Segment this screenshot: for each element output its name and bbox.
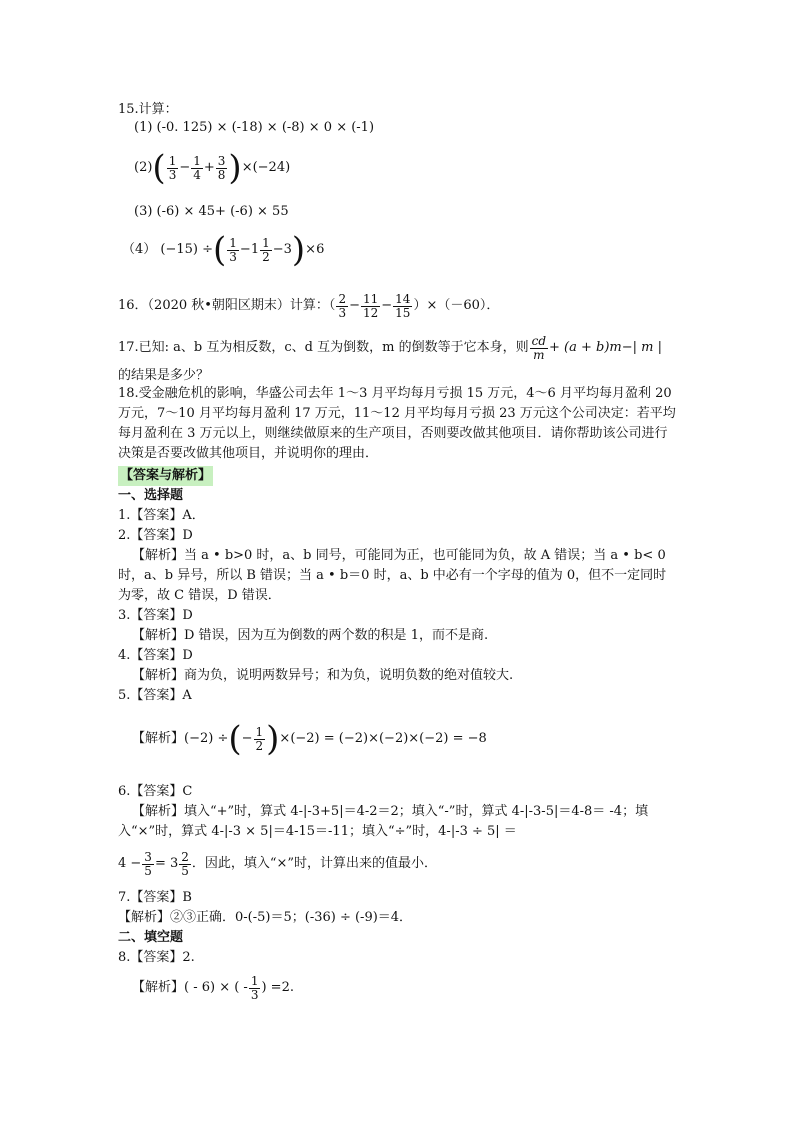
- expression: 【解析】( - 6) × ( -: [132, 980, 248, 995]
- left-paren: (: [213, 230, 227, 270]
- right-paren: ): [266, 719, 280, 759]
- answer-4: 4.【答案】D: [118, 648, 193, 663]
- answer-2-explanation: 【解析】当 a • b>0 时，a、b 同号，可能同为正，也可能同为负，故 A 错误；当 a • b< 0 时，a、b 异号，所以 B 错误；当 a • b＝0 时，a、b 中必有一个字母的值为 0，但不一定同时为零，故 C 错误，D 错误．: [118, 548, 667, 603]
- fraction: $\frac{1}{4}$: [193, 153, 201, 182]
- right-paren: ): [291, 230, 306, 270]
- answer-6-result: [118, 844, 437, 884]
- answers-title: [118, 466, 213, 486]
- fraction: $\frac{1}{3}$: [250, 973, 259, 1002]
- fraction: $\frac{1}{2}$: [262, 235, 270, 264]
- expression: = 3: [154, 856, 179, 871]
- q17-expression: + (a + b)m−| m |: [549, 340, 662, 355]
- q15-part4: [122, 228, 324, 272]
- q15-part1: (1) (-0. 125) × (-18) × (-8) × 0 × (-1): [134, 120, 375, 135]
- answer-4-explanation: 【解析】商为负，说明两数异号；和为负，说明负数的绝对值较大.: [132, 668, 514, 683]
- fraction: $\frac{11}{12}$: [362, 291, 379, 320]
- answer-5-explanation: [132, 716, 487, 762]
- q17-text: 17.已知: a、b 互为相反数，c、d 互为倒数，m 的倒数等于它本身，则: [118, 340, 529, 355]
- answer-2: 2.【答案】D: [118, 528, 193, 543]
- fraction: $\frac{14}{15}$: [395, 291, 411, 320]
- fraction: $\frac{3}{8}$: [217, 153, 226, 182]
- answer-5: 5.【答案】A: [118, 688, 192, 703]
- q15-part3: (3) (-6) × 45+ (-6) × 55: [134, 204, 289, 219]
- fraction: $\frac{1}{3}$: [168, 153, 177, 182]
- operator: −: [349, 298, 360, 313]
- answer-7-explanation: 【解析】②③正确．0-(-5)＝5；(-36) ÷ (-9)＝4．: [118, 910, 413, 925]
- answer-5-explanation-label: 【解析】(−2) ÷: [132, 731, 229, 746]
- fraction: $\frac{1}{3}$: [229, 235, 237, 264]
- expression-tail: ×6: [305, 242, 325, 257]
- fraction: $\frac{cd}{m}$: [531, 333, 546, 362]
- q17-line2: 的结果是多少？: [118, 368, 210, 383]
- operator: −: [241, 731, 253, 746]
- answer-6: 6.【答案】C: [118, 784, 193, 799]
- right-paren: ): [228, 148, 242, 188]
- section-fill: 二、填空题: [118, 930, 184, 945]
- fraction: $\frac{3}{5}$: [144, 849, 152, 878]
- fraction: $\frac{2}{3}$: [338, 291, 347, 320]
- operator: −3: [272, 242, 292, 257]
- fraction: $\frac{1}{2}$: [255, 724, 264, 753]
- answers-title-label: 【答案与解析】: [118, 466, 213, 486]
- q16-head: 16．（2020 秋•朝阳区期末）计算：（: [118, 298, 336, 313]
- fraction: $\frac{2}{5}$: [181, 849, 189, 878]
- expression-tail: ×(−24): [241, 160, 291, 175]
- operator: −: [381, 298, 393, 313]
- q18-text: 18.受金融危机的影响，华盛公司去年 1～3 月平均每月亏损 15 万元，4～6 月平均每月盈利 20 万元，7～10 月平均每月盈利 17 万元，11～12 月平均每月亏损 23 万元这个公司决定：若平均每月盈利在 3 万元以上，则继续做原来的生产项目，否则要改做其他项目．请你帮助该公司进行决策是否要改做其他项目，并说明你的理由．: [118, 386, 676, 461]
- q16-tail: ）×（－60）．: [413, 298, 500, 313]
- expression: ) =2.: [261, 980, 294, 995]
- operator: −1: [239, 242, 260, 257]
- expression: ．因此，填入“×”时，计算出来的值最小．: [191, 856, 438, 871]
- q15-part4-label: （4） (−15) ÷: [122, 242, 214, 257]
- q16: [118, 288, 499, 324]
- answer-3-explanation: 【解析】D 错误，因为互为倒数的两个数的积是 1，而不是商.: [132, 628, 489, 643]
- q15-title: 15.计算：: [118, 102, 178, 117]
- operator: −: [179, 160, 191, 175]
- answer-5-expression: ×(−2) = (−2)×(−2)×(−2) = −8: [279, 731, 487, 746]
- answer-7: 7.【答案】B: [118, 890, 192, 905]
- answer-6-explanation: 【解析】填入“+”时，算式 4-|-3+5|＝4-2＝2；填入“-”时，算式 4-|-3-5|＝4-8＝ -4；填入“×”时，算式 4-|-3 × 5|＝4-15＝-11；填入“÷”时，4-|-3 ÷ 5| ＝: [118, 804, 649, 839]
- q15-part2: [134, 146, 290, 190]
- answer-3: 3.【答案】D: [118, 608, 193, 623]
- expression: 4 −: [118, 856, 142, 871]
- left-paren: (: [228, 719, 242, 759]
- left-paren: (: [152, 148, 166, 188]
- q17: [118, 330, 662, 366]
- q15-part2-label: (2): [134, 160, 153, 175]
- section-choice: 一、选择题: [118, 488, 184, 503]
- answer-8-explanation: [132, 968, 294, 1008]
- answer-8: 8.【答案】2.: [118, 950, 195, 965]
- answer-1: 1.【答案】A．: [118, 508, 205, 523]
- operator: +: [203, 160, 215, 175]
